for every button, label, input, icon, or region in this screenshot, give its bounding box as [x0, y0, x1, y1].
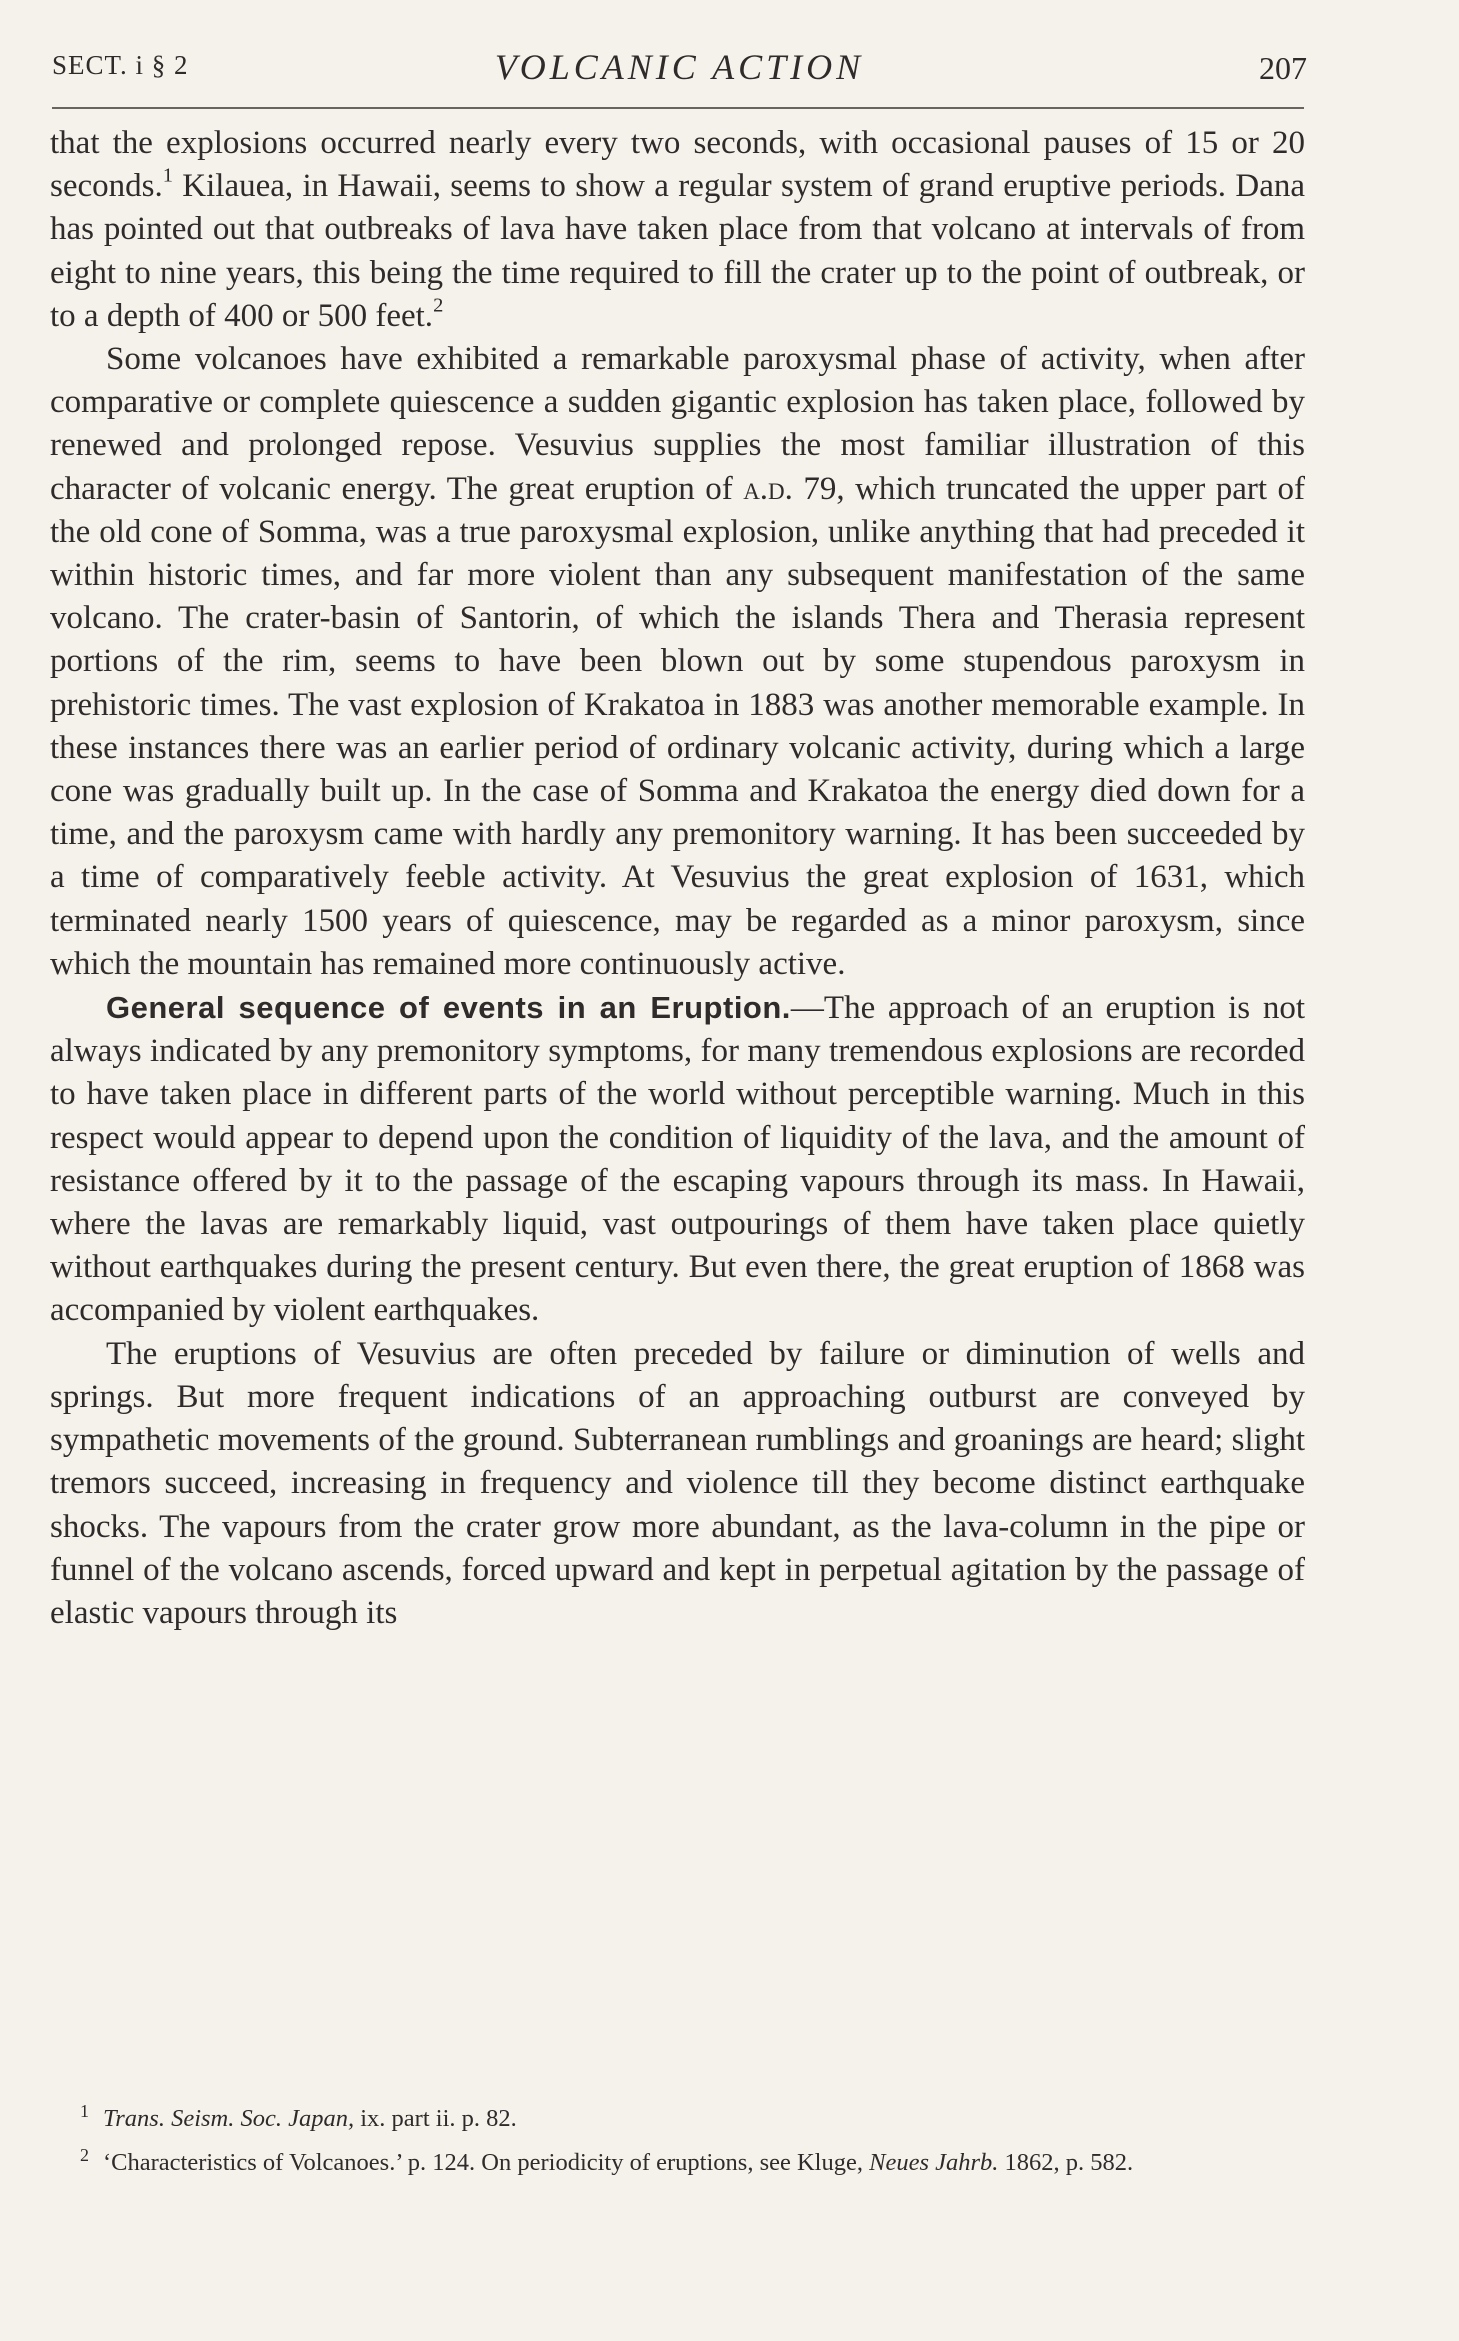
footnote-2 [50, 2137, 1305, 2181]
footnote-ref-1: 1 [162, 164, 173, 187]
running-head [52, 42, 1307, 92]
header-rule [52, 107, 1304, 109]
section-heading: General sequence of events in an Eruption. [106, 990, 791, 1026]
paragraph-4 [50, 1333, 1305, 1635]
footnote-2-title: Neues Jahrb. [869, 2149, 999, 2176]
section-reference: SECT. i § 2 [52, 50, 189, 80]
body-text [50, 122, 1305, 1635]
footnote-2-text-b: 1862, p. 582. [998, 2149, 1134, 2176]
paragraph-3 [50, 986, 1305, 1333]
paragraph-2-text-a: Some volcanoes have exhibited a remarkable paroxysmal phase of activity, when after comparative or complete quiescence a sudden gigantic explosion has taken place, followed by renewed and prolonged repose. Vesuvius supplies the most familiar illustration of this character of volcanic energy. The great eruption of [50, 341, 1305, 507]
footnotes [50, 2093, 1305, 2181]
paragraph-4-text: The eruptions of Vesuvius are often preceded by failure or diminution of wells and springs. But more frequent indications of an approaching outburst are conveyed by sympathetic movements of the ground. Subterranean rumblings and groanings are heard; slight tremors succeed, increasing in frequency and violence till they become distinct earthquake shocks. The vapours from the crater grow more abundant, as the lava-column in the pipe or funnel of the volcano ascends, forced upward and kept in perpetual agitation by the passage of elastic vapours through its [50, 1335, 1305, 1631]
footnote-2-text-a: ‘Characteristics of Volcanoes.’ p. 124. On periodicity of eruptions, see Kluge, [103, 2149, 870, 2176]
footnote-1-number: 1 [80, 2101, 89, 2121]
paragraph-1-text-a: that the explosions occurred nearly every two seconds, with occasional pauses of 15 or 20 seconds. [50, 125, 1305, 205]
footnote-1-title: Trans. Seism. Soc. Japan, [103, 2105, 355, 2132]
paragraph-3-text: —The approach of an eruption is not always indicated by any premonitory symptoms, for many tremendous explosions are recorded to have taken place in different parts of the world without perceptible warning. Much in this respect would appear to depend upon the condition of liquidity of the lava, and the amount of resistance offered by it to the passage of the escaping vapours through its mass. In Hawaii, where the lavas are remarkably liquid, vast outpourings of them have taken place quietly without earthquakes during the present century. But even there, the great eruption of 1868 was accompanied by violent earthquakes. [50, 990, 1305, 1329]
paragraph-1 [50, 122, 1305, 338]
era-abbreviation: a.d. [743, 470, 793, 507]
footnote-1 [50, 2093, 1305, 2137]
paragraph-2 [50, 338, 1305, 986]
paragraph-2-text-b: 79, which truncated the upper part of the old cone of Somma, was a true paroxysmal explosion, unlike anything that had preceded it within historic times, and far more violent than any subsequent manifestation of the same volcano. The crater-basin of Santorin, of which the islands Thera and Therasia represent portions of the rim, seems to have been blown out by some stupendous paroxysm in prehistoric times. The vast explosion of Krakatoa in 1883 was another memorable example. In these instances there was an earlier period of ordinary volcanic activity, during which a large cone was gradually built up. In the case of Somma and Krakatoa the energy died down for a time, and the paroxysm came with hardly any premonitory warning. It has been succeeded by a time of comparatively feeble activity. At Vesuvius the great explosion of 1631, which terminated nearly 1500 years of quiescence, may be regarded as a minor paroxysm, since which the mountain has remained more continuously active. [50, 470, 1305, 982]
footnote-ref-2: 2 [433, 294, 444, 317]
paragraph-1-text-b: Kilauea, in Hawaii, seems to show a regular system of grand eruptive periods. Dana has pointed out that outbreaks of lava have taken place from that volcano at intervals of from eight to nine years, this being the time required to fill the crater up to the point of outbreak, or to a depth of 400 or 500 feet. [50, 168, 1305, 334]
footnote-1-text: ix. part ii. p. 82. [354, 2105, 517, 2132]
page-number: 207 [1259, 50, 1307, 86]
chapter-title: VOLCANIC ACTION [494, 47, 865, 87]
footnote-2-number: 2 [80, 2145, 89, 2165]
